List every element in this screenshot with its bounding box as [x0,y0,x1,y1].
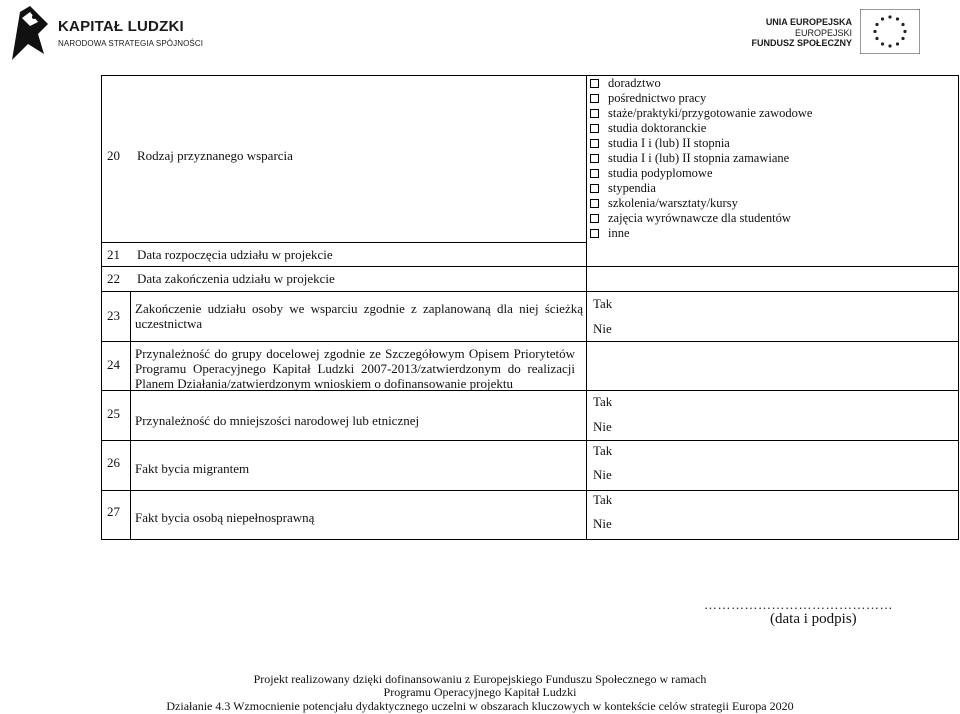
row-label-completion: Zakończenie udziału osoby we wsparciu zgodnie z zaplanowaną dla niej ścieżką uczestnictwa [135,301,583,331]
row-number: 27 [107,504,120,519]
answer-yes[interactable]: Tak [593,443,613,458]
row-line-26 [101,490,959,491]
signature-label: (data i podpis) [770,611,857,627]
footer-line-2: Programu Operacyjnego Kapitał Ludzki [383,685,577,699]
answer-no[interactable]: Nie [593,467,612,482]
row-label-disability: Fakt bycia osobą niepełnosprawną [135,510,315,525]
table-border-left [101,75,102,540]
option-studia-zamawiane[interactable]: studia I i (lub) II stopnia zamawiane [590,151,789,166]
row-label-end-date: Data zakończenia udziału w projekcie [137,271,335,286]
row-label-target-group: Przynależność do grupy docelowej zgodnie ze Szczegółowym Opisem Priorytetów Programu Operacyjnego Kapitał Ludzki 2007-2013/zatwierdzonym do realizacji Planem Działania/zatwierdzonym wnioskiem o dofinansowanie projektu [135,346,575,391]
row-label-migrant: Fakt bycia migrantem [135,461,250,476]
row-number: 23 [107,308,120,323]
checkbox[interactable] [590,214,599,223]
option-posrednictwo[interactable]: pośrednictwo pracy [590,91,706,106]
row-number: 24 [107,357,120,372]
row-line-22 [101,291,959,292]
eu-line-2: EUROPEJSKI [794,27,852,38]
column-divider-number [130,291,131,540]
row-line-20 [101,242,587,243]
option-studia-podyplomowe[interactable]: studia podyplomowe [590,166,713,181]
checkbox[interactable] [590,109,599,118]
column-divider-answers [586,75,587,540]
eu-line-3: FUNDUSZ SPOŁECZNY [751,38,852,48]
footer-line-3: Działanie 4.3 Wzmocnienie potencjału dydaktycznego uczelni w obszarach kluczowych w kontekście celów strategii Europa 2020 [166,699,794,713]
checkbox[interactable] [590,94,599,103]
row-label-start-date: Data rozpoczęcia udziału w projekcie [137,247,333,262]
footer-line-1: Projekt realizowany dzięki dofinansowaniu z Europejskiego Funduszu Społecznego w ramach [253,672,707,686]
eu-flag-icon [860,9,920,54]
row-number: 22 [107,271,120,286]
option-staze[interactable]: staże/praktyki/przygotowanie zawodowe [590,106,812,121]
checkbox[interactable] [590,124,599,133]
option-doradztwo[interactable]: doradztwo [590,76,661,91]
eu-logo-text [751,17,852,49]
checkbox[interactable] [590,199,599,208]
table-border-right [958,75,959,540]
signature-line: …………………………………… [704,597,893,612]
kapital-ludzki-subtitle: NARODOWA STRATEGIA SPÓJNOŚCI [58,39,204,48]
checkbox[interactable] [590,79,599,88]
row-label-minority: Przynależność do mniejszości narodowej lub etnicznej [135,413,420,428]
row-line-23 [101,341,959,342]
answer-no[interactable]: Nie [593,516,612,531]
option-studia-i-ii[interactable]: studia I i (lub) II stopnia [590,136,730,151]
option-stypendia[interactable]: stypendia [590,181,656,196]
answer-no[interactable]: Nie [593,321,612,336]
answer-yes[interactable]: Tak [593,296,613,311]
row-number: 25 [107,406,120,421]
eu-line-1: UNIA EUROPEJSKA [765,17,852,27]
option-szkolenia[interactable]: szkolenia/warsztaty/kursy [590,196,738,211]
option-zajecia-wyrownawcze[interactable]: zajęcia wyrównawcze dla studentów [590,211,791,226]
kapital-ludzki-title: KAPITAŁ LUDZKI [58,18,184,35]
checkbox[interactable] [590,184,599,193]
kapital-ludzki-logo-icon [8,4,58,62]
option-studia-doktoranckie[interactable]: studia doktoranckie [590,121,706,136]
row-line-25 [101,440,959,441]
checkbox[interactable] [590,229,599,238]
answer-no[interactable]: Nie [593,419,612,434]
row-number: 21 [107,247,120,262]
row-label-support-type: Rodzaj przyznanego wsparcia [137,148,293,163]
table-border-bottom [101,539,959,540]
row-number: 20 [107,148,120,163]
checkbox[interactable] [590,139,599,148]
checkbox[interactable] [590,154,599,163]
answer-yes[interactable]: Tak [593,492,613,507]
option-inne[interactable]: inne [590,226,630,241]
answer-yes[interactable]: Tak [593,394,613,409]
row-number: 26 [107,455,120,470]
table-border-top [101,75,959,76]
checkbox[interactable] [590,169,599,178]
row-line-21 [101,266,959,267]
